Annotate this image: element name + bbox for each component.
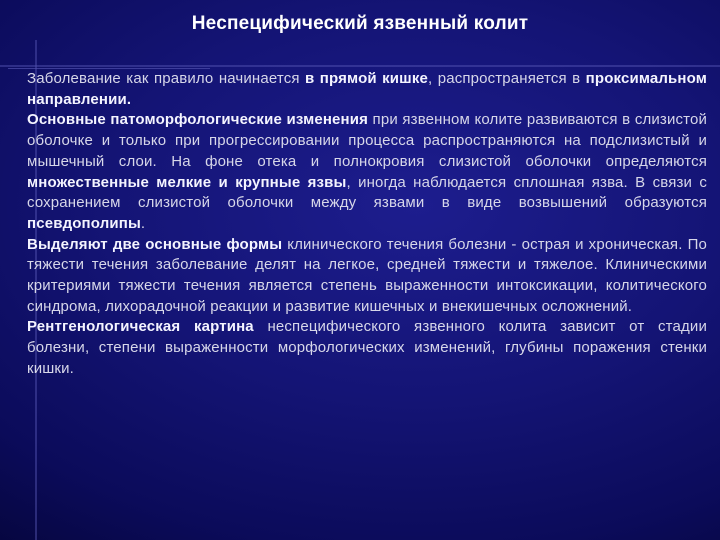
emphasis-ulcers: множественные мелкие и крупные язвы	[27, 173, 347, 191]
emphasis-proximal: проксимальном направлении.	[27, 70, 707, 108]
paragraph-radiology	[27, 317, 707, 379]
text-run: , иногда наблюдается сплошная язва. В связи с сохранением слизистой оболочки между язвами в виде возвышений образуются	[27, 173, 707, 212]
text-run: .	[140, 214, 146, 232]
text-run: неспецифического язвенного колита зависит от стадии болезни, степени выраженности морфологических изменений, глубины поражения стенки кишки.	[27, 318, 707, 377]
emphasis-pseudopolyps: псевдополипы	[27, 214, 141, 232]
slide-title: Неспецифический язвенный колит	[191, 13, 529, 34]
paragraph-pathomorphology	[27, 110, 707, 234]
text-run: при язвенном колите развиваются в слизистой оболочке и только при прогрессировании процесса распространяются на подслизистый и мышечный слои. На фоне отека и полнокровия слизистой оболочки определяются	[27, 111, 707, 170]
slide-body	[27, 69, 707, 380]
text-run: Заболевание как правило начинается	[27, 70, 306, 87]
text-run: , распространяется в	[428, 70, 586, 87]
emphasis-xray: Рентгенологическая картина	[27, 318, 254, 336]
emphasis-two-forms: Выделяют две основные формы	[27, 235, 283, 253]
emphasis-rectum: в прямой кишке	[305, 70, 428, 87]
paragraph-onset	[27, 69, 707, 110]
paragraph-forms	[27, 235, 707, 318]
emphasis-main-changes: Основные патоморфологические изменения	[27, 111, 369, 129]
text-run: клинического течения болезни - острая и хроническая. По тяжести течения заболевание делят на легкое, средней тяжести и тяжелое. Клиническими критериями тяжести течения является степень выраженности интоксикации, колитического синдрома, лихорадочной реакции и развитие кишечных и внекишечных осложнений.	[27, 235, 707, 315]
